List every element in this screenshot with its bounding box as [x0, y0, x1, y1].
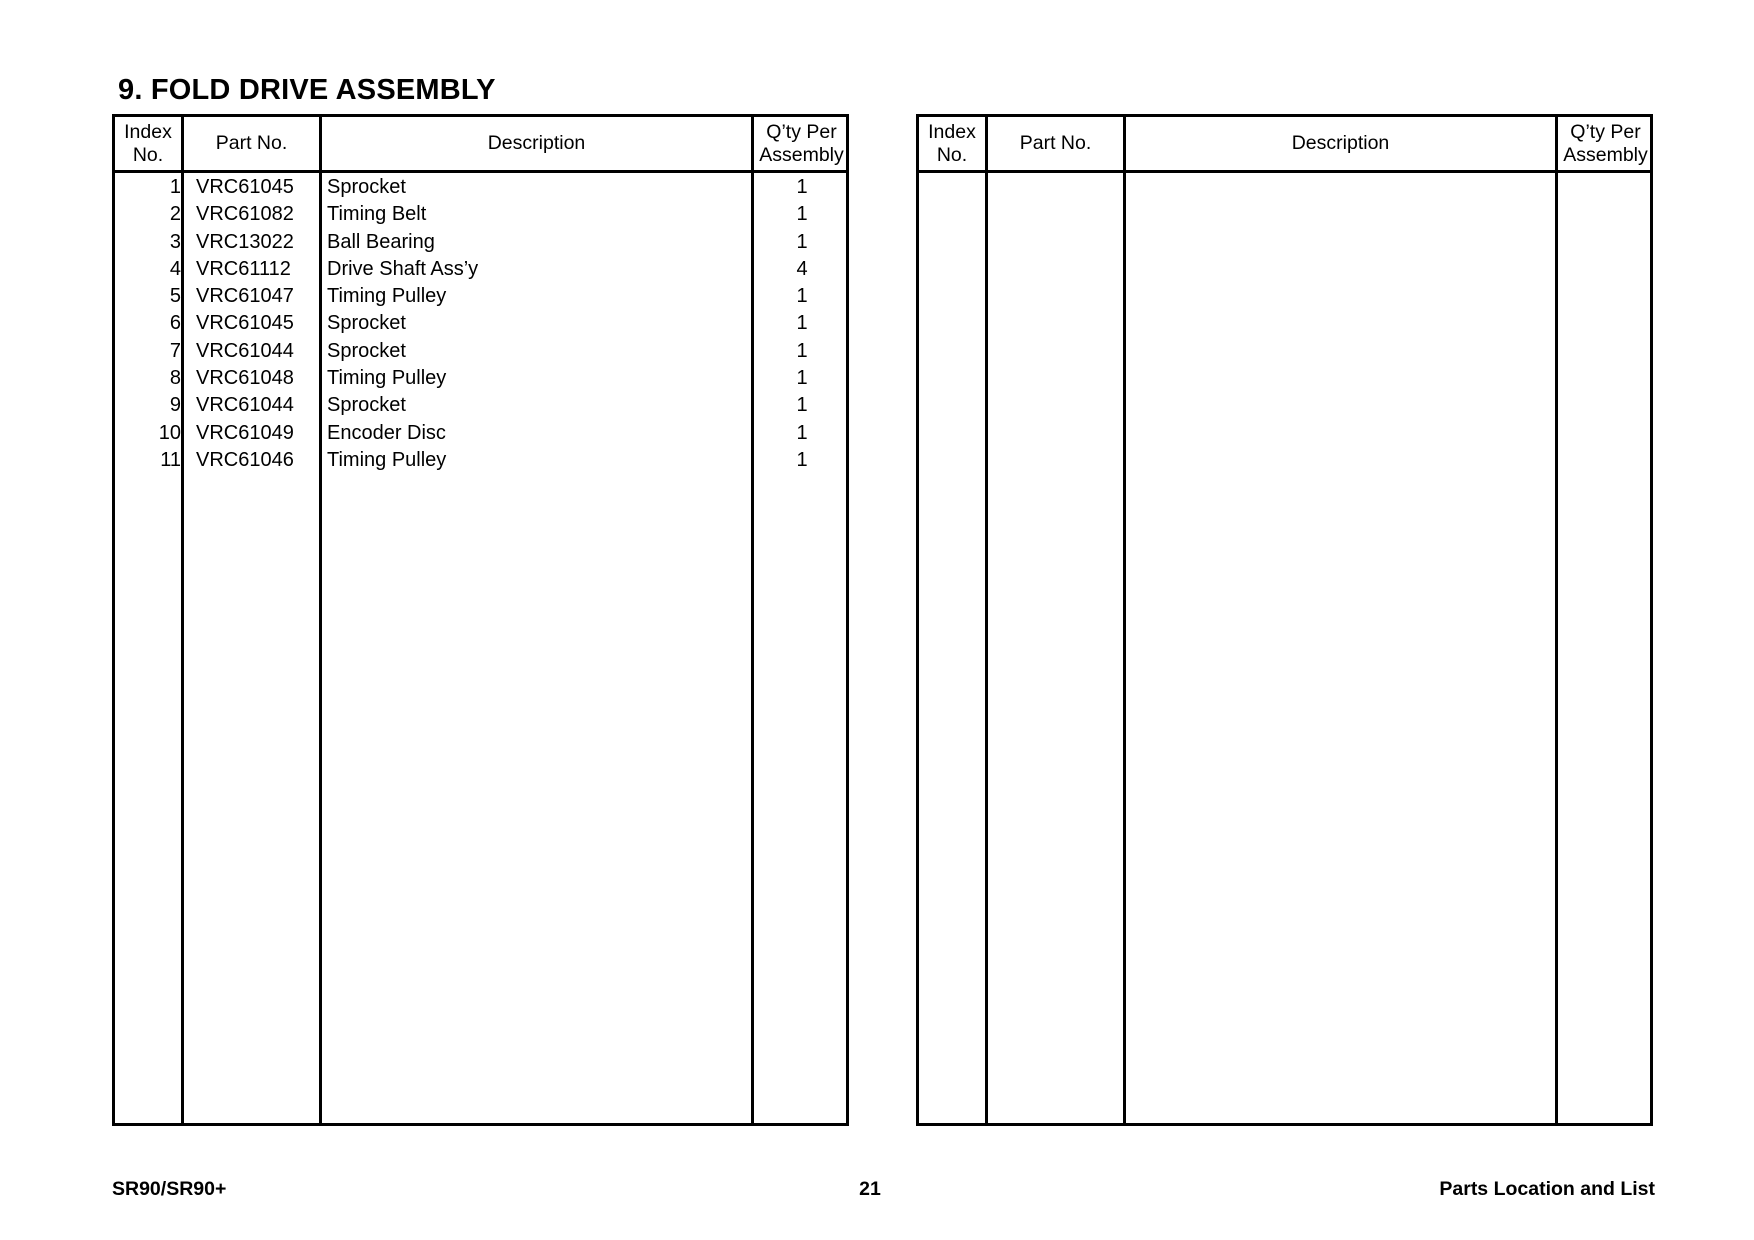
header-index: Index No. [928, 120, 976, 166]
cell-description: Sprocket [327, 176, 406, 198]
cell-part-no: VRC61048 [196, 367, 294, 390]
footer-model: SR90/SR90+ [112, 1178, 227, 1200]
cell-index: 8 [169, 367, 181, 390]
table-row [115, 255, 846, 282]
cell-part-no: VRC61045 [196, 312, 294, 335]
header-part-no: Part No. [215, 132, 288, 154]
table-row [115, 446, 846, 473]
column-divider [985, 117, 988, 1123]
header-index: Index No. [124, 120, 172, 166]
header-part-no: Part No. [1019, 132, 1092, 154]
header-qty: Q’ty Per Assembly [759, 120, 844, 166]
header-description: Description [1291, 132, 1390, 154]
cell-part-no: VRC61112 [196, 257, 291, 280]
table-row [115, 364, 846, 391]
table-row [115, 173, 846, 200]
cell-index: 7 [169, 339, 181, 362]
footer-page-number: 21 [859, 1178, 881, 1200]
cell-part-no: VRC61082 [196, 203, 294, 226]
cell-index: 11 [160, 448, 181, 471]
cell-part-no: VRC61046 [196, 448, 294, 471]
cell-qty: 1 [796, 230, 808, 253]
table-row [115, 200, 846, 227]
cell-index: 9 [169, 394, 181, 417]
cell-qty: 1 [796, 176, 808, 198]
cell-description: Timing Pulley [327, 285, 447, 308]
cell-part-no: VRC61044 [196, 339, 294, 362]
cell-part-no: VRC61044 [196, 394, 294, 417]
cell-part-no: VRC13022 [196, 230, 294, 253]
cell-qty: 1 [796, 367, 808, 390]
cell-part-no: VRC61045 [196, 176, 294, 198]
page-title: 9. FOLD DRIVE ASSEMBLY [118, 74, 496, 106]
cell-part-no: VRC61049 [196, 421, 294, 444]
cell-index: 6 [169, 312, 181, 335]
cell-qty: 1 [796, 448, 808, 471]
cell-index: 5 [169, 285, 181, 308]
table-row [115, 282, 846, 309]
footer-section: Parts Location and List [1439, 1178, 1655, 1200]
table-row [115, 337, 846, 364]
cell-index: 10 [158, 421, 181, 444]
header-qty: Q’ty Per Assembly [1563, 120, 1648, 166]
table-row [115, 419, 846, 446]
cell-qty: 1 [796, 203, 808, 226]
cell-description: Sprocket [327, 394, 406, 417]
cell-description: Timing Pulley [327, 448, 447, 471]
table-row [115, 309, 846, 336]
cell-description: Timing Pulley [327, 367, 447, 390]
cell-qty: 1 [796, 312, 808, 335]
table-row [115, 391, 846, 418]
cell-index: 3 [169, 230, 181, 253]
cell-qty: 1 [796, 394, 808, 417]
column-divider [1555, 117, 1558, 1123]
header-divider [919, 170, 1650, 173]
parts-table-right [916, 114, 1653, 1126]
table-row [115, 228, 846, 255]
cell-qty: 1 [796, 339, 808, 362]
cell-description: Ball Bearing [327, 230, 435, 253]
cell-description: Sprocket [327, 339, 406, 362]
cell-qty: 1 [796, 285, 808, 308]
table-body [115, 173, 846, 473]
cell-description: Sprocket [327, 312, 406, 335]
cell-index: 1 [169, 176, 181, 198]
cell-index: 4 [169, 257, 181, 280]
cell-index: 2 [169, 203, 181, 226]
header-description: Description [487, 132, 586, 154]
cell-description: Drive Shaft Ass’y [327, 257, 479, 280]
cell-part-no: VRC61047 [196, 285, 294, 308]
cell-description: Timing Belt [327, 203, 427, 226]
cell-description: Encoder Disc [327, 421, 446, 444]
cell-qty: 4 [796, 257, 808, 280]
cell-qty: 1 [796, 421, 808, 444]
column-divider [1123, 117, 1126, 1123]
parts-table-left [112, 114, 849, 1126]
